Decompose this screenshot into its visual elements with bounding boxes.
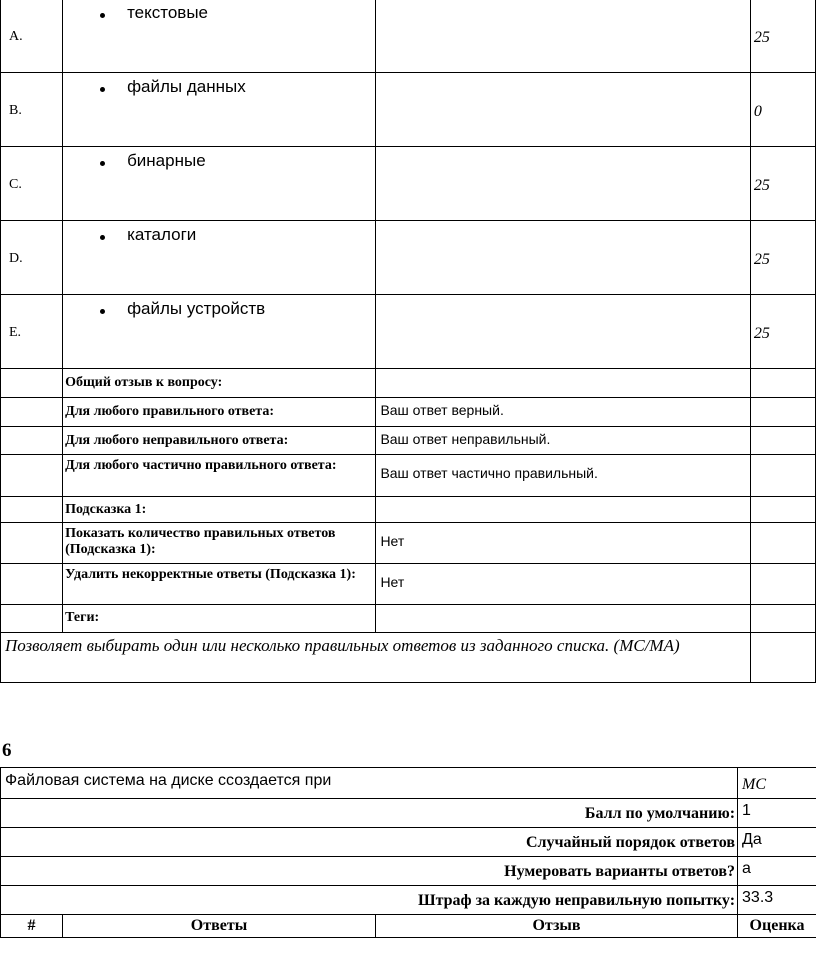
answer-row	[1, 295, 816, 369]
answer-feedback	[376, 295, 750, 369]
answer-grade: 25	[753, 251, 770, 268]
incorrect-feedback-row	[1, 427, 816, 455]
question-table	[0, 767, 816, 938]
answer-letter: E.	[9, 325, 22, 340]
numbering-row	[1, 857, 816, 886]
general-feedback-row	[1, 369, 816, 398]
partial-feedback-value: Ваш ответ частично правильный.	[376, 455, 750, 497]
bullet-icon	[100, 13, 105, 18]
tags-label: Теги:	[63, 605, 376, 633]
answer-row	[1, 221, 816, 295]
answers-header-row	[1, 915, 816, 938]
correct-feedback-row	[1, 398, 816, 427]
hint-row	[1, 497, 816, 523]
penalty-row	[1, 886, 816, 915]
answer-feedback	[376, 221, 750, 295]
penalty-value: 33.3	[738, 886, 816, 915]
penalty-label: Штраф за каждую неправильную попытку:	[1, 886, 738, 915]
tags-row	[1, 605, 816, 633]
partial-feedback-label: Для любого частично правильного ответа:	[63, 455, 376, 497]
answer-letter: B.	[9, 103, 22, 118]
answer-row	[1, 147, 816, 221]
answer-feedback	[376, 147, 750, 221]
default-score-row	[1, 799, 816, 828]
incorrect-feedback-label: Для любого неправильного ответа:	[63, 427, 376, 455]
header-grade: Оценка	[738, 915, 816, 938]
shuffle-value: Да	[738, 828, 816, 857]
show-count-label: Показать количество правильных ответов (Подсказка 1):	[63, 523, 376, 564]
question-type-description: Позволяет выбирать один или несколько правильных ответов из заданного списка. (MC/MA)	[1, 633, 751, 683]
answer-letter: A.	[9, 29, 23, 44]
shuffle-label: Случайный порядок ответов	[1, 828, 738, 857]
remove-wrong-value: Нет	[376, 564, 750, 605]
incorrect-feedback-value: Ваш ответ неправильный.	[376, 427, 750, 455]
answer-feedback	[376, 73, 750, 147]
header-number: #	[1, 915, 63, 938]
answer-text: каталоги	[127, 225, 197, 244]
remove-wrong-label: Удалить некорректные ответы (Подсказка 1):	[63, 564, 376, 605]
partial-feedback-row	[1, 455, 816, 497]
answer-grade: 0	[753, 103, 762, 120]
remove-wrong-row	[1, 564, 816, 605]
header-feedback: Отзыв	[376, 915, 738, 938]
answer-text: файлы устройств	[127, 299, 266, 318]
question-type: MC	[738, 768, 816, 799]
question-row	[1, 768, 816, 799]
answer-text: текстовые	[127, 3, 208, 22]
answer-grade: 25	[753, 325, 770, 342]
description-row	[1, 633, 816, 683]
numbering-label: Нумеровать варианты ответов?	[1, 857, 738, 886]
shuffle-row	[1, 828, 816, 857]
question-number: 6	[2, 740, 12, 761]
header-answers: Ответы	[63, 915, 376, 938]
answer-feedback	[376, 0, 750, 73]
default-score-value: 1	[738, 799, 816, 828]
answer-letter: C.	[9, 177, 22, 192]
default-score-label: Балл по умолчанию:	[1, 799, 738, 828]
question-text: Файловая система на диске ссоздается при	[1, 768, 738, 799]
show-count-row	[1, 523, 816, 564]
bullet-icon	[100, 161, 105, 166]
correct-feedback-label: Для любого правильного ответа:	[63, 398, 376, 427]
answer-row	[1, 73, 816, 147]
bullet-icon	[100, 87, 105, 92]
bullet-icon	[100, 309, 105, 314]
correct-feedback-value: Ваш ответ верный.	[376, 398, 750, 427]
answer-grade: 25	[753, 29, 770, 46]
answer-grade: 25	[753, 177, 770, 194]
answer-letter: D.	[9, 251, 23, 266]
bullet-icon	[100, 235, 105, 240]
numbering-value: a	[738, 857, 816, 886]
general-feedback-label: Общий отзыв к вопросу:	[63, 369, 376, 398]
hint-label: Подсказка 1:	[63, 497, 376, 523]
show-count-value: Нет	[376, 523, 750, 564]
answer-row	[1, 0, 816, 73]
answer-text: бинарные	[127, 151, 206, 170]
answer-text: файлы данных	[127, 77, 246, 96]
